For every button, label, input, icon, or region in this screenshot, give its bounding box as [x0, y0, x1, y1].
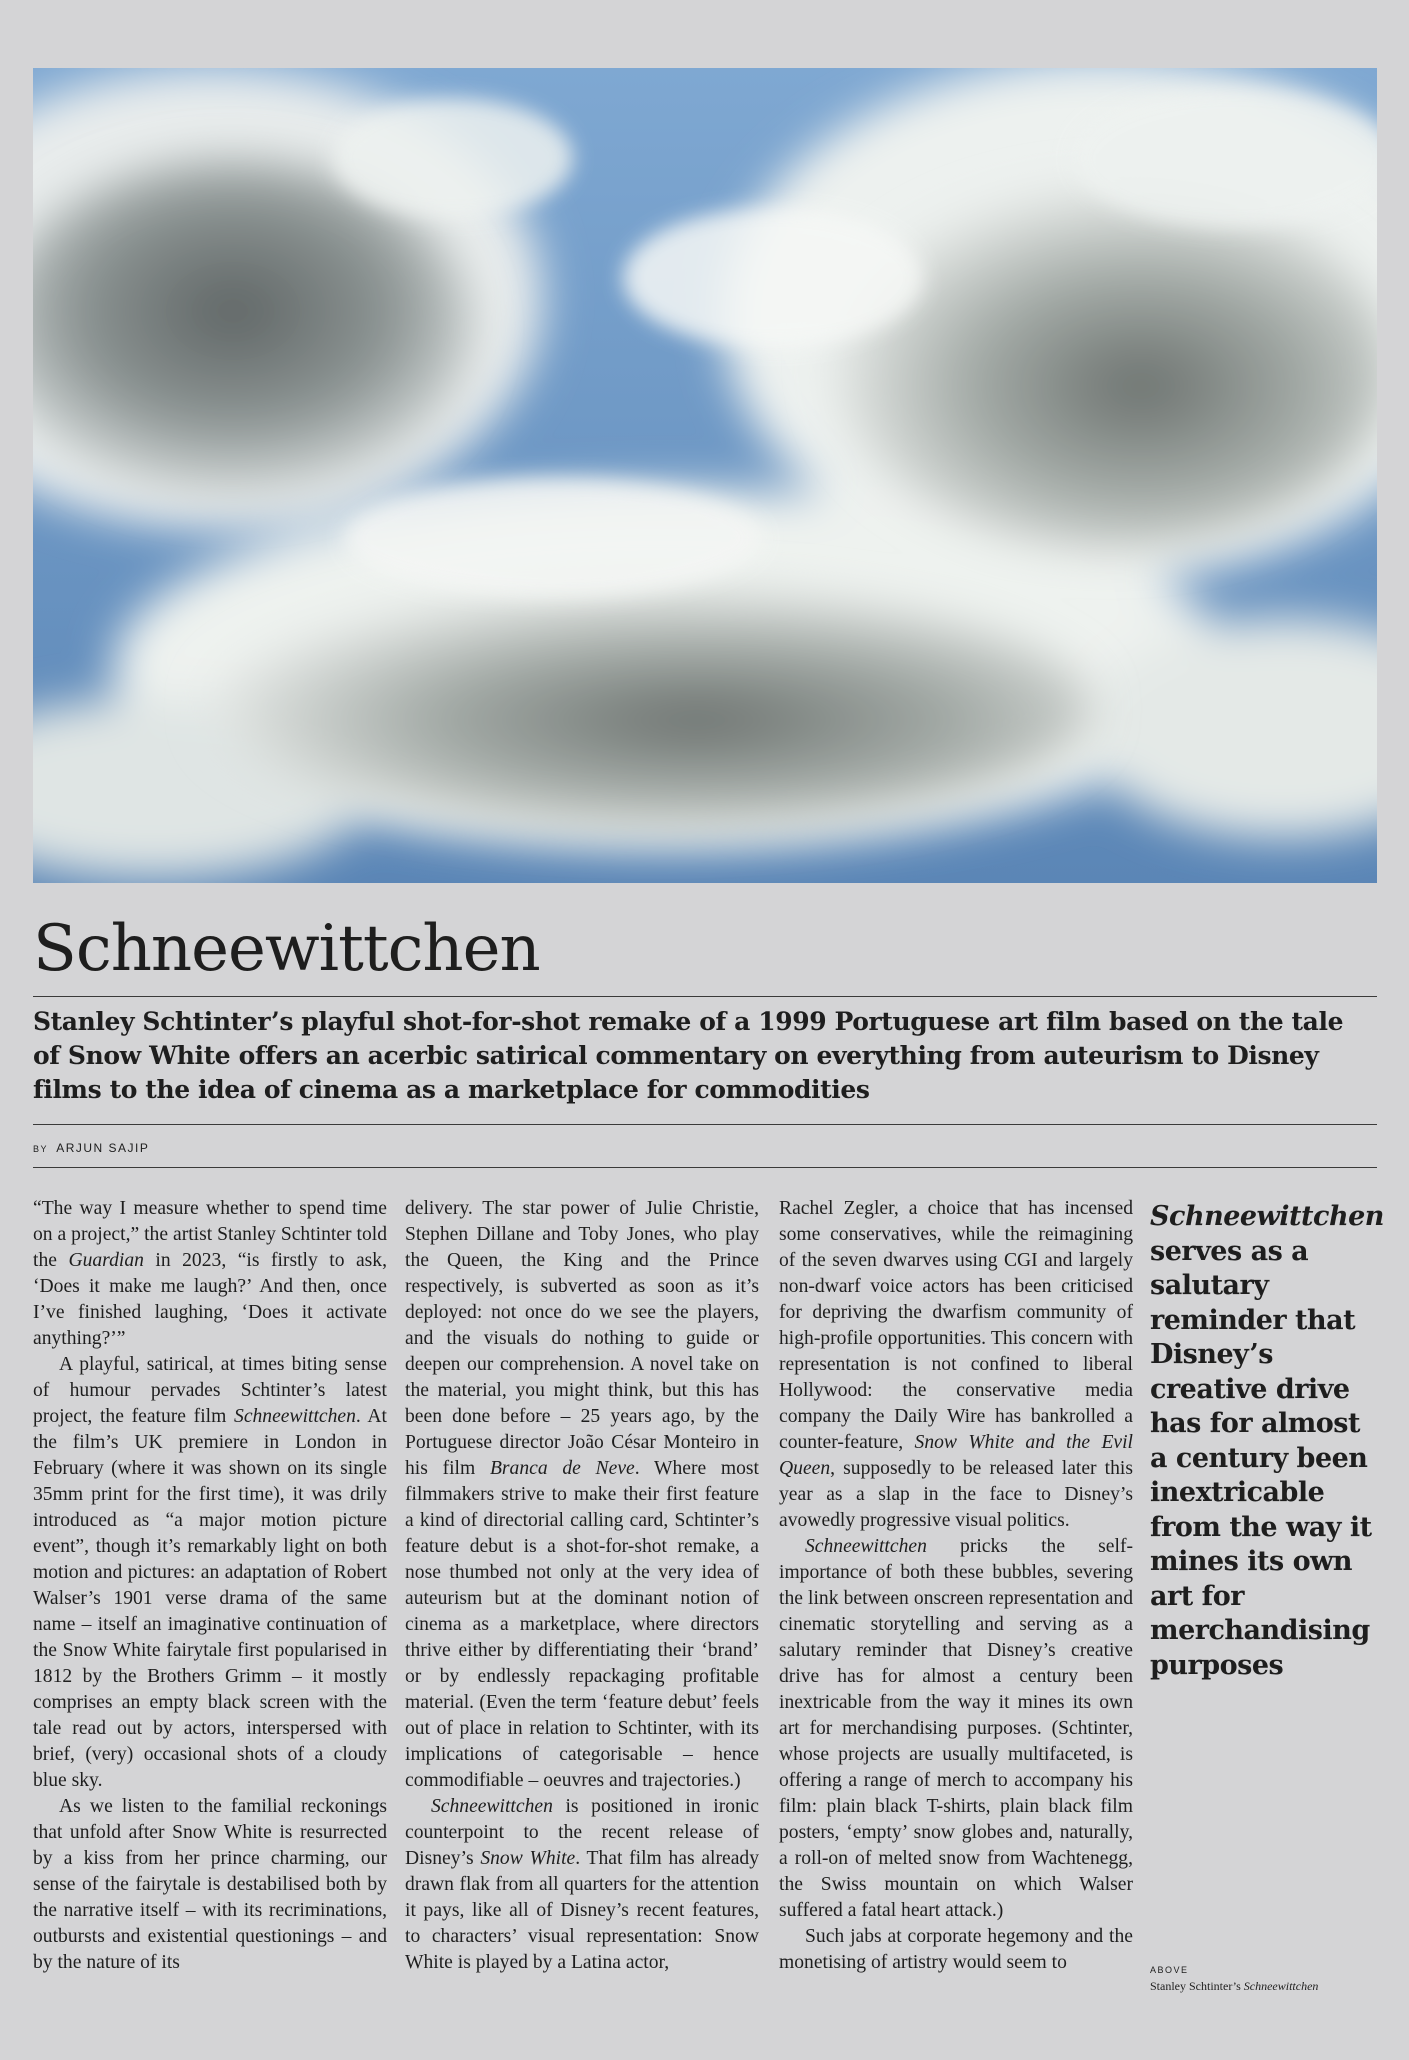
paragraph: Such jabs at corporate hegemony and the monetising of artistry would seem to — [779, 1926, 1133, 1973]
cloud-sky-illustration — [33, 68, 1377, 883]
caption-film-title: Schneewittchen — [1243, 1979, 1319, 1993]
byline-prefix: BY — [33, 1144, 49, 1154]
pull-quote — [1150, 1200, 1385, 1683]
standfirst-divider — [33, 1124, 1377, 1125]
article-title: Schneewittchen — [33, 912, 540, 986]
pull-quote-lead: Schneewittchen — [1150, 1201, 1384, 1232]
image-caption — [1150, 1962, 1390, 1994]
byline-divider — [33, 1167, 1377, 1168]
pull-quote-text: serves as a salutary reminder that Disney’s creative drive has for almost a century been inextricable from the way it mines its own art for merchandising purposes — [1150, 1235, 1372, 1681]
paragraph: Schneewittchen pricks the self-importance of both these bubbles, severing the link between onscreen representation and cinematic storytelling and serving as a salutary reminder that Disney’s creative drive has for almost a century been inextricable from the way it mines its own art for merchandising purposes. (Schtinter, whose projects are usually multifaceted, is offering a range of merch to accompany his film: plain black T-shirts, plain black film posters, ‘empty’ snow globes and, naturally, a roll-on of melted snow from Wachtenegg, the Swiss mountain on which Walser suffered a fatal heart attack.) — [779, 1536, 1133, 1921]
paragraph: A playful, satirical, at times biting sense of humour pervades Schtinter’s latest project, the feature film Schneewittchen. At the film’s UK premiere in London in February (where it was shown on its single 35mm print for the first time), it was drily introduced as “a major motion picture event”, though it’s remarkably light on both motion and pictures: an adaptation of Robert Walser’s 1901 verse drama of the same name – itself an imaginative continuation of the Snow White fairytale first popularised in 1812 by the Brothers Grimm – it mostly comprises an empty black screen with the tale read out by actors, interspersed with brief, (very) occasional shots of a cloudy blue sky. — [33, 1354, 387, 1791]
caption-text: Stanley Schtinter’s — [1150, 1979, 1244, 1993]
body-column-1 — [33, 1196, 387, 1976]
body-column-3 — [779, 1196, 1133, 1976]
paragraph: “The way I measure whether to spend time on a project,” the artist Stanley Schtinter told the Guardian in 2023, “is firstly to ask, ‘Does it make me laugh?’ And then, once I’ve finished laughing, ‘Does it activate anything?’” — [33, 1198, 388, 1349]
article-standfirst: Stanley Schtinter’s playful shot-for-shot remake of a 1999 Portuguese art film based on the tale of Snow White offers an acerbic satirical commentary on everything from auteurism to Disney films to the idea of cinema as a marketplace for commodities — [33, 1007, 1344, 1104]
hero-image-cloudy-sky — [33, 68, 1377, 883]
caption-label: ABOVE — [1150, 1965, 1189, 1975]
paragraph: Rachel Zegler, a choice that has incensed some conservatives, while the reimagining of the seven dwarves using CGI and largely non-dwarf voice actors has been criticised for depriving the dwarfism community of high-profile opportunities. This concern with representation is not confined to liberal Hollywood: the conservative media company the Daily Wire has bankrolled a counter-feature, Snow White and the Evil Queen, supposedly to be released later this year as a slap in the face to Disney’s avowedly progressive visual politics. — [779, 1198, 1134, 1531]
paragraph: As we listen to the familial reckonings that unfold after Snow White is resurrected by a kiss from her prince charming, our sense of the fairytale is destabilised both by the narrative itself – with its recriminations, outbursts and existential questionings – and by the nature of its — [33, 1796, 387, 1973]
byline — [33, 1141, 149, 1155]
title-divider — [33, 996, 1377, 997]
body-column-2 — [405, 1196, 759, 1976]
paragraph: delivery. The star power of Julie Christie, Stephen Dillane and Toby Jones, who play the Queen, the King and the Prince respectively, is subverted as soon as it’s deployed: not once do we see the players, and the visuals do nothing to guide or deepen our comprehension. A novel take on the material, you might think, but this has been done before – 25 years ago, by the Portuguese director João César Monteiro in his film Branca de Neve. Where most filmmakers strive to make their first feature a kind of directorial calling card, Schtinter’s feature debut is a shot-for-shot remake, a nose thumbed not only at the very idea of auteurism but at the dominant notion of cinema as a marketplace, where directors thrive either by differentiating their ‘brand’ or by endlessly repackaging profitable material. (Even the term ‘feature debut’ feels out of place in relation to Schtinter, with its implications of categorisable – hence commodifiable – oeuvres and trajectories.) — [405, 1198, 759, 1791]
byline-author: ARJUN SAJIP — [56, 1141, 150, 1155]
paragraph: Schneewittchen is positioned in ironic counterpoint to the recent release of Disney’s Snow White. That film has already drawn flak from all quarters for the attention it pays, like all of Disney’s recent features, to characters’ visual representation: Snow White is played by a Latina actor, — [405, 1796, 760, 1973]
